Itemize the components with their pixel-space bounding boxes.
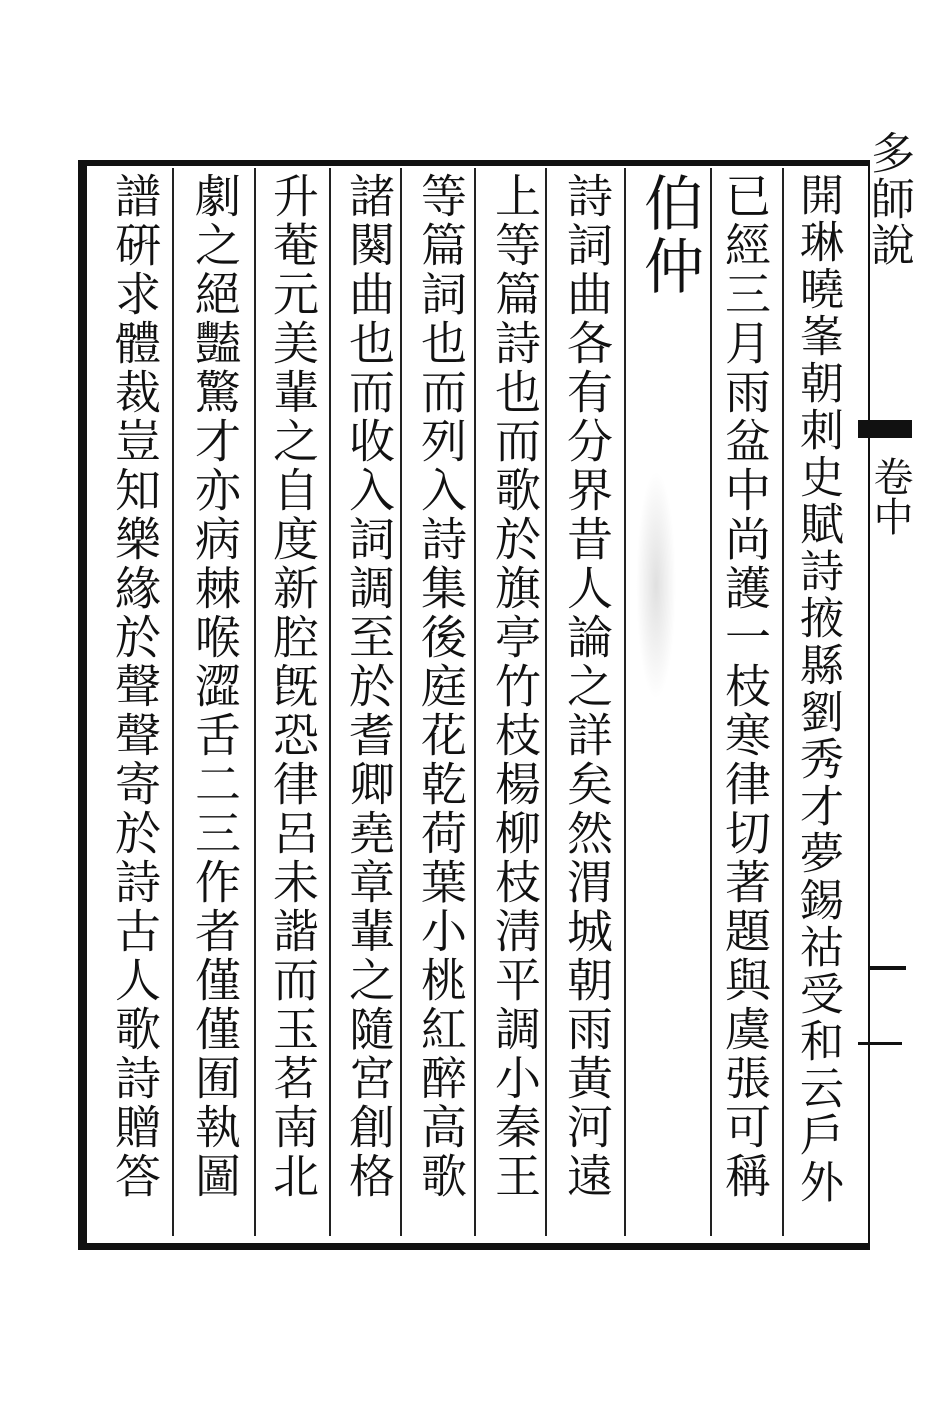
text-column-2: 已經三月雨盆中尚護一枝寒律切著題與虞張可稱 bbox=[718, 172, 772, 1201]
margin-rule bbox=[858, 1042, 902, 1045]
column-rule bbox=[624, 168, 626, 1236]
fish-tail-mark bbox=[858, 420, 912, 438]
column-rule bbox=[710, 168, 712, 1236]
text-column-1: 開琳曉峯朝刺史賦詩掖縣劉秀才夢錫祜受和云戶外 bbox=[792, 172, 843, 1206]
column-rule bbox=[474, 168, 476, 1236]
text-column-3: 伯仲 bbox=[634, 172, 704, 298]
text-column-10: 譜硏求體裁豈知樂緣於聲聲寄於詩古人歌詩贈答 bbox=[108, 172, 162, 1201]
text-column-7: 諸闋曲也而收入詞調至於耆卿堯章輩之隨宮創格 bbox=[342, 172, 396, 1201]
text-column-5: 上等篇詩也而歌於旗亭竹枝楊柳枝淸平調小秦王 bbox=[488, 172, 542, 1201]
column-rule bbox=[172, 168, 174, 1236]
block-margin bbox=[858, 130, 918, 1250]
column-rule bbox=[782, 168, 784, 1236]
text-column-4: 詩詞曲各有分界昔人論之詳矣然渭城朝雨黃河遠 bbox=[560, 172, 614, 1201]
folio-mark bbox=[870, 966, 906, 970]
book-title: 多師說 bbox=[863, 130, 914, 268]
text-column-6: 等篇詞也而列入詩集後庭花乾荷葉小桃紅醉高歌 bbox=[414, 172, 468, 1201]
volume-label: 卷中 bbox=[867, 456, 913, 536]
column-rule bbox=[254, 168, 256, 1236]
column-rule bbox=[400, 168, 402, 1236]
text-column-8: 升菴元美輩之自度新腔旣恐律呂未諧而玉茗南北 bbox=[266, 172, 320, 1201]
column-rule bbox=[329, 168, 331, 1236]
text-column-9: 劇之絕豔驚才亦病棘喉澀舌二三作者僅僅囿執圖 bbox=[188, 172, 242, 1201]
